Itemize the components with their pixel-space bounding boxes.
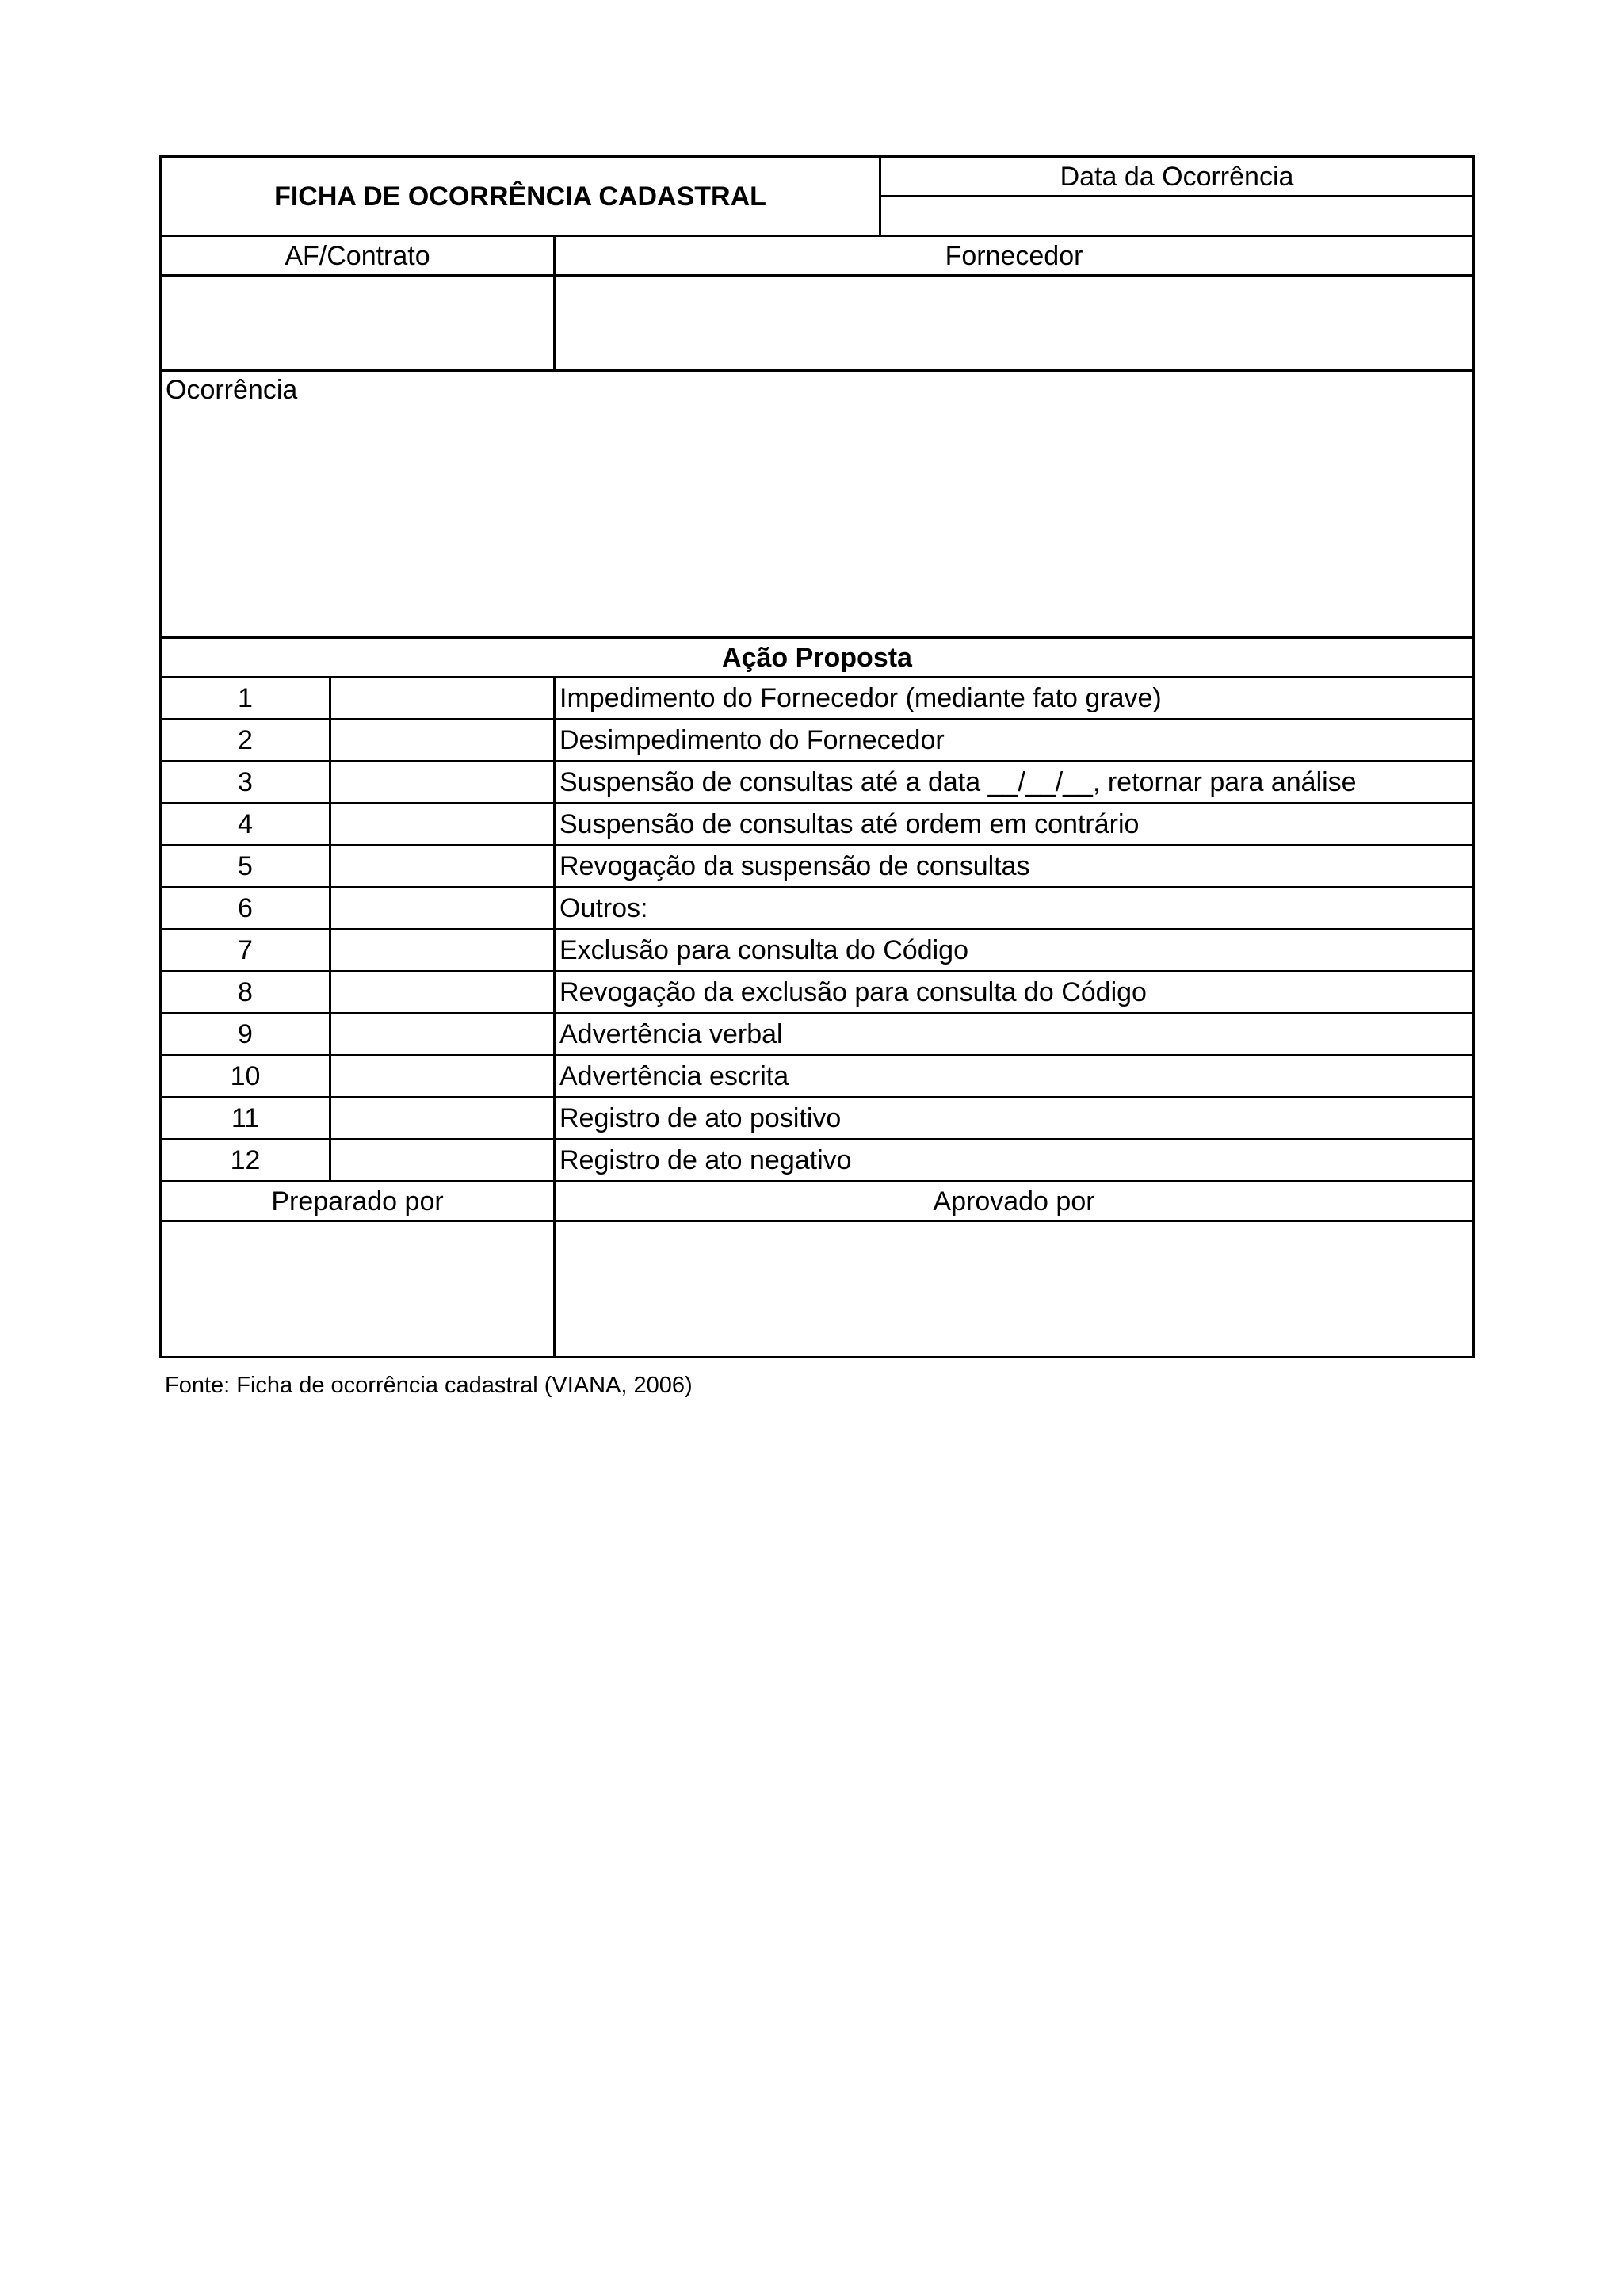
action-row — [161, 762, 1474, 804]
action-row — [161, 1056, 1474, 1098]
action-mark-field[interactable] — [330, 762, 555, 804]
source-note: Fonte: Ficha de ocorrência cadastral (VIANA, 2006) — [165, 1373, 693, 1398]
action-description: Advertência verbal — [555, 1014, 1474, 1056]
action-number: 10 — [161, 1056, 330, 1098]
action-description: Revogação da suspensão de consultas — [555, 846, 1474, 888]
action-mark-field[interactable] — [330, 1140, 555, 1182]
approved-by-field[interactable] — [555, 1221, 1474, 1358]
action-mark-field[interactable] — [330, 1014, 555, 1056]
occurrence-field[interactable] — [161, 371, 1474, 638]
action-row — [161, 678, 1474, 720]
action-number: 11 — [161, 1098, 330, 1140]
action-description: Desimpedimento do Fornecedor — [555, 720, 1474, 762]
action-number: 2 — [161, 720, 330, 762]
action-description: Exclusão para consulta do Código — [555, 930, 1474, 972]
action-description: Advertência escrita — [555, 1056, 1474, 1098]
action-description: Registro de ato positivo — [555, 1098, 1474, 1140]
action-description: Registro de ato negativo — [555, 1140, 1474, 1182]
action-number: 3 — [161, 762, 330, 804]
action-row — [161, 846, 1474, 888]
action-description: Suspensão de consultas até ordem em contrário — [555, 804, 1474, 846]
action-row — [161, 804, 1474, 846]
supplier-label: Fornecedor — [555, 236, 1474, 276]
action-row — [161, 888, 1474, 930]
action-number: 7 — [161, 930, 330, 972]
action-number: 5 — [161, 846, 330, 888]
action-description: Impedimento do Fornecedor (mediante fato grave) — [555, 678, 1474, 720]
action-number: 9 — [161, 1014, 330, 1056]
action-description: Outros: — [555, 888, 1474, 930]
action-mark-field[interactable] — [330, 846, 555, 888]
action-number: 6 — [161, 888, 330, 930]
prepared-by-field[interactable] — [161, 1221, 555, 1358]
approved-by-label: Aprovado por — [555, 1182, 1474, 1221]
date-label: Data da Ocorrência — [880, 157, 1474, 197]
action-mark-field[interactable] — [330, 888, 555, 930]
prepared-by-label: Preparado por — [161, 1182, 555, 1221]
action-mark-field[interactable] — [330, 720, 555, 762]
contract-label: AF/Contrato — [161, 236, 555, 276]
action-mark-field[interactable] — [330, 1098, 555, 1140]
action-description: Revogação da exclusão para consulta do Código — [555, 972, 1474, 1014]
action-description: Suspensão de consultas até a data __/__/__, retornar para análise — [555, 762, 1474, 804]
occurrence-form — [159, 155, 1475, 1358]
action-mark-field[interactable] — [330, 930, 555, 972]
action-row — [161, 972, 1474, 1014]
action-mark-field[interactable] — [330, 972, 555, 1014]
action-number: 8 — [161, 972, 330, 1014]
action-number: 12 — [161, 1140, 330, 1182]
action-number: 4 — [161, 804, 330, 846]
actions-header: Ação Proposta — [161, 638, 1474, 678]
action-row — [161, 1140, 1474, 1182]
action-row — [161, 720, 1474, 762]
action-row — [161, 1014, 1474, 1056]
action-mark-field[interactable] — [330, 678, 555, 720]
action-row — [161, 930, 1474, 972]
date-field[interactable] — [880, 197, 1474, 236]
action-number: 1 — [161, 678, 330, 720]
form-title: FICHA DE OCORRÊNCIA CADASTRAL — [161, 157, 880, 236]
contract-field[interactable] — [161, 276, 555, 371]
action-mark-field[interactable] — [330, 1056, 555, 1098]
action-mark-field[interactable] — [330, 804, 555, 846]
action-row — [161, 1098, 1474, 1140]
supplier-field[interactable] — [555, 276, 1474, 371]
occurrence-label: Ocorrência — [166, 375, 298, 405]
